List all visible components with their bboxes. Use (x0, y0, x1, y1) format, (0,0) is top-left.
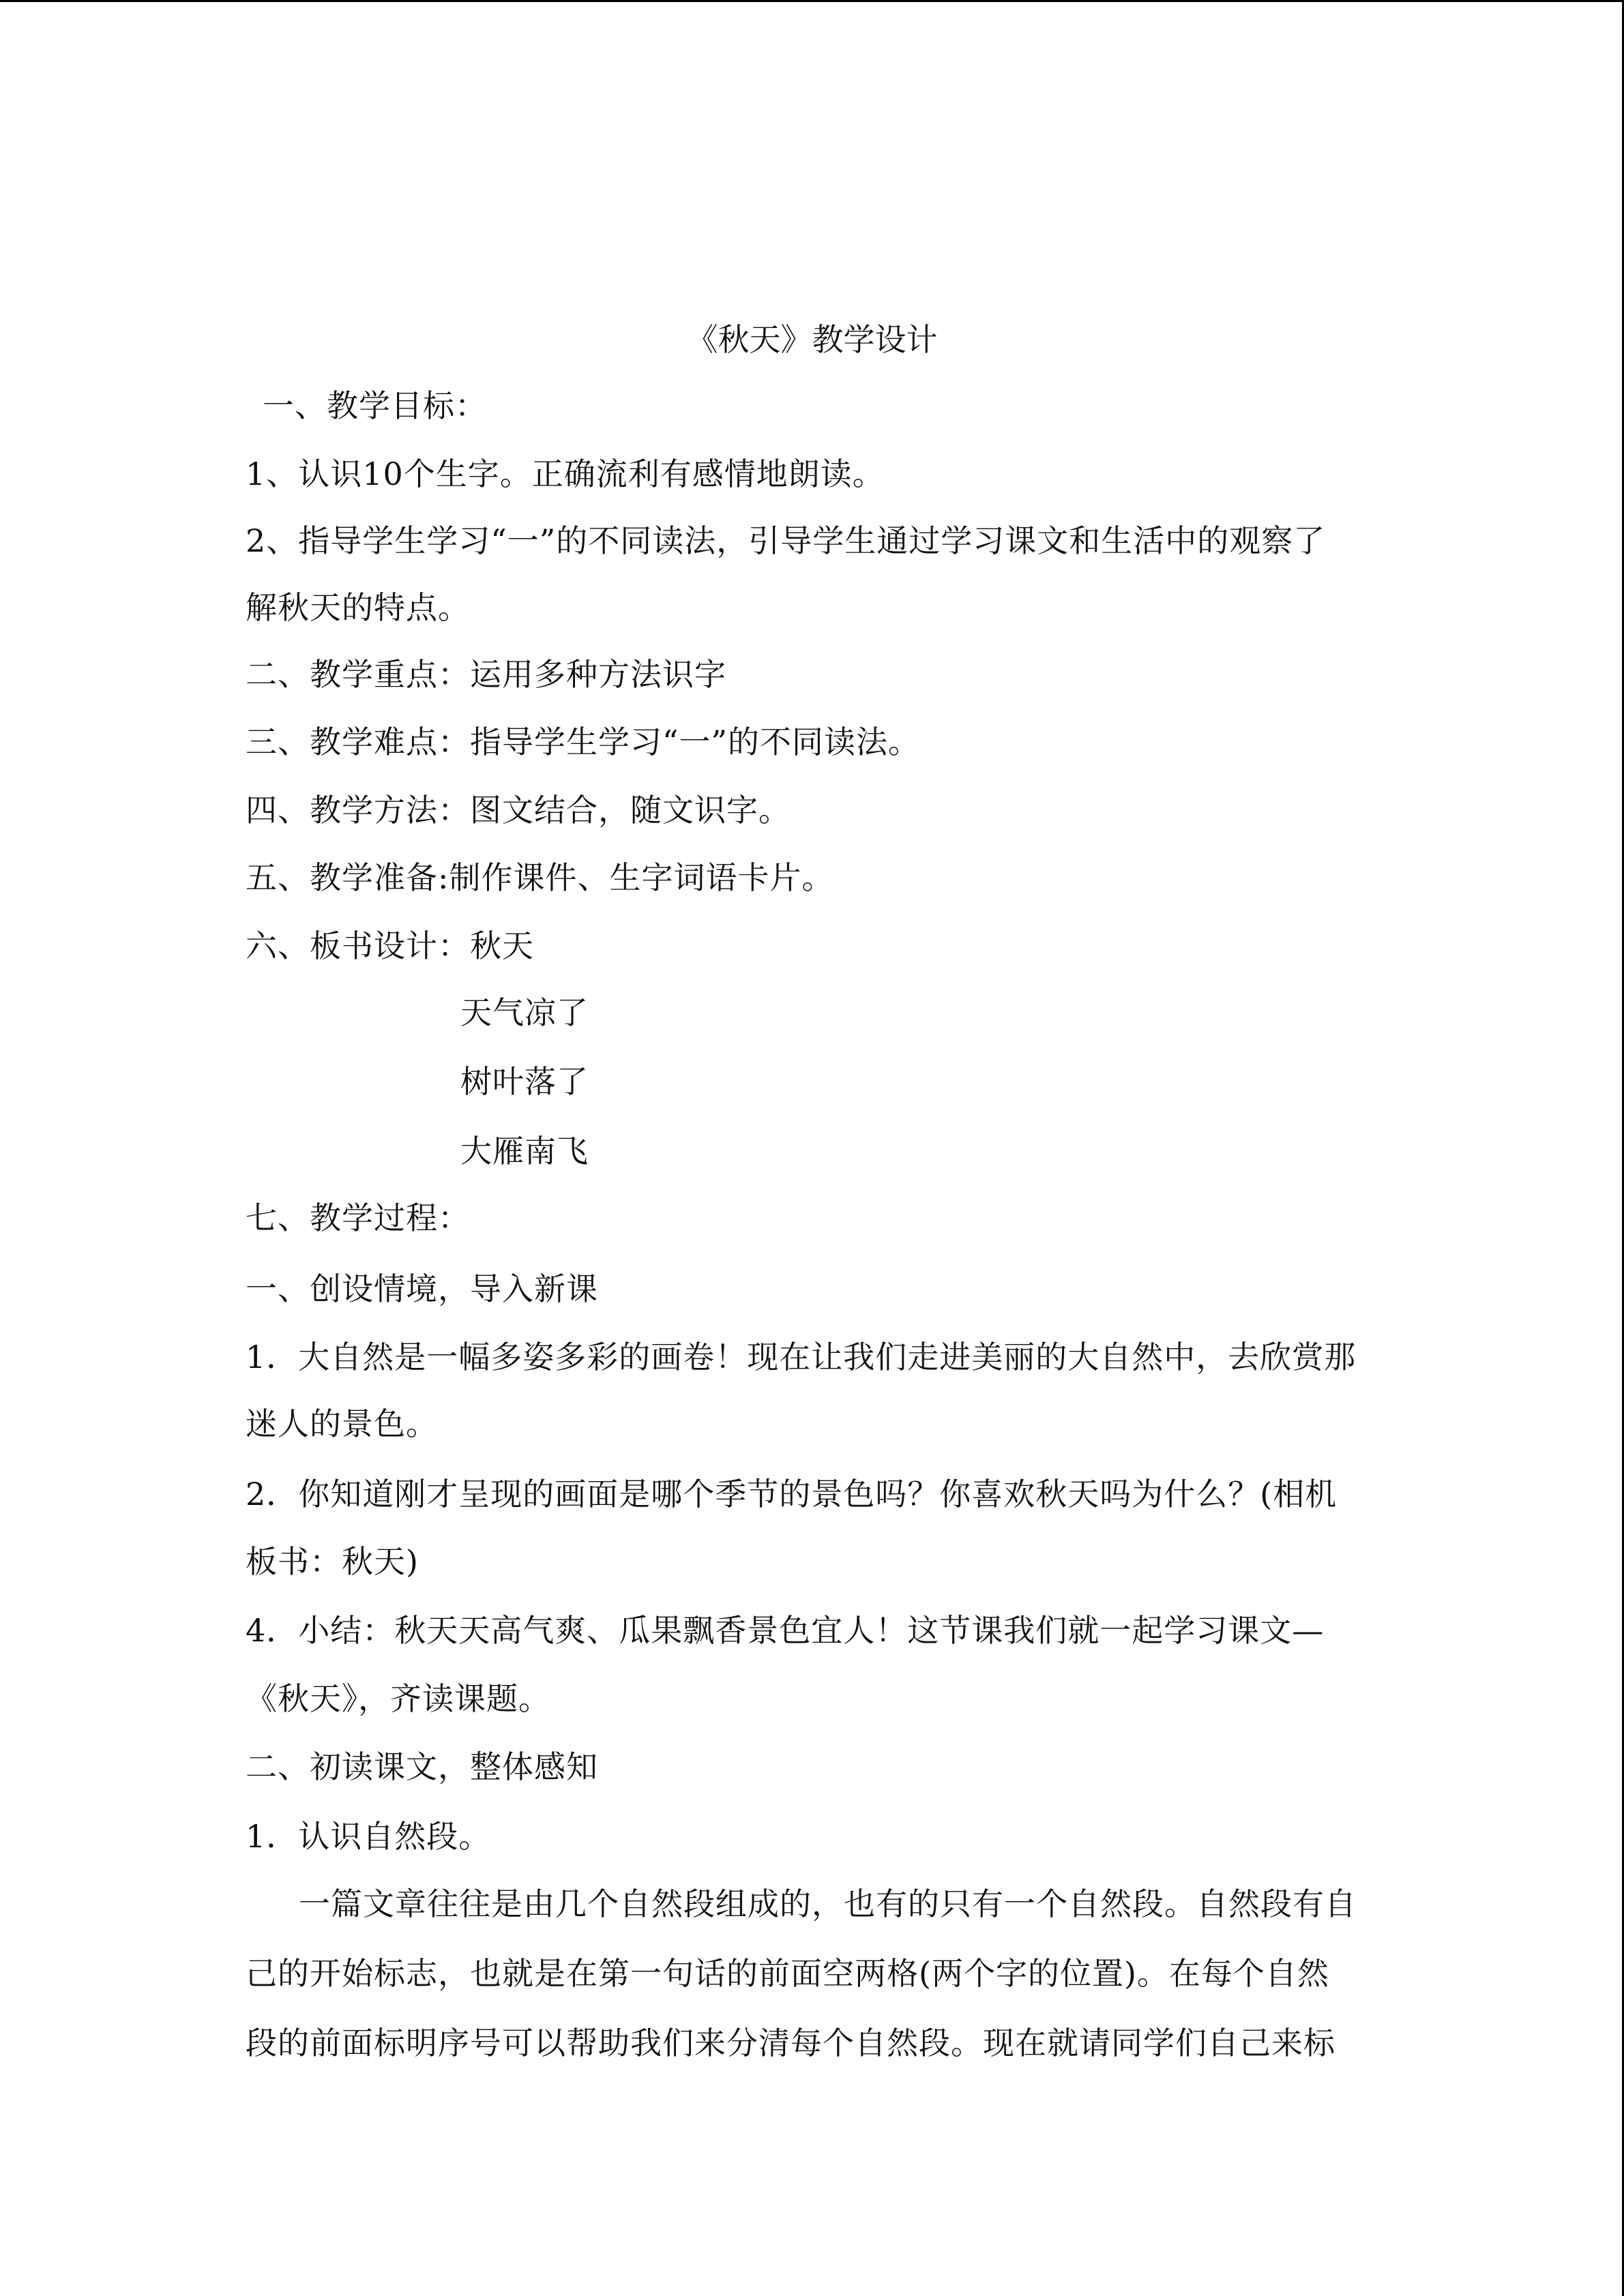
document-title: 《秋天》教学设计 (686, 321, 938, 358)
section-heading-process: 七、教学过程： (246, 1199, 470, 1236)
board-design-line: 树叶落了 (460, 1063, 589, 1100)
board-design-line: 大雁南飞 (460, 1133, 589, 1169)
board-design-line: 天气凉了 (460, 994, 589, 1031)
paragraph-line: 板书：秋天) (246, 1543, 419, 1580)
section-heading-preparation: 五、教学准备:制作课件、生字词语卡片。 (246, 859, 834, 896)
paragraph-line: 1．认识自然段。 (246, 1818, 491, 1855)
paragraph-line: 一篇文章往往是由几个自然段组成的，也有的只有一个自然段。自然段有自 (299, 1885, 1357, 1922)
paragraph-line: 1．大自然是一幅多姿多彩的画卷！现在让我们走进美丽的大自然中，去欣赏那 (246, 1339, 1357, 1375)
section-heading-key-points: 二、教学重点：运用多种方法识字 (246, 656, 726, 693)
paragraph-line: 己的开始标志，也就是在第一句话的前面空两格(两个字的位置)。在每个自然 (246, 1955, 1329, 1992)
section-heading-difficulties: 三、教学难点：指导学生学习“一”的不同读法。 (246, 724, 921, 760)
paragraph-line: 段的前面标明序号可以帮助我们来分清每个自然段。现在就请同学们自己来标 (246, 2025, 1335, 2061)
paragraph-line: 《秋天》，齐读课题。 (246, 1680, 550, 1717)
paragraph-line: 1、认识10个生字。正确流利有感情地朗读。 (246, 456, 885, 492)
paragraph-line: 2、指导学生学习“一”的不同读法，引导学生通过学习课文和生活中的观察了 (246, 522, 1326, 559)
section-heading-board-design: 六、板书设计：秋天 (246, 927, 534, 964)
paragraph-line: 4．小结：秋天天高气爽、瓜果飘香景色宜人！这节课我们就一起学习课文— (246, 1612, 1325, 1649)
paragraph-line: 2．你知道刚才呈现的画面是哪个季节的景色吗？你喜欢秋天吗为什么？(相机 (246, 1476, 1338, 1512)
section-heading-methods: 四、教学方法：图文结合，随文识字。 (246, 792, 791, 829)
subsection-heading: 二、初读课文，整体感知 (246, 1748, 598, 1785)
subsection-heading: 一、创设情境，导入新课 (246, 1270, 598, 1307)
paragraph-line: 迷人的景色。 (246, 1405, 438, 1442)
paragraph-line: 解秋天的特点。 (246, 589, 470, 626)
section-heading-objectives: 一、教学目标： (263, 387, 487, 424)
